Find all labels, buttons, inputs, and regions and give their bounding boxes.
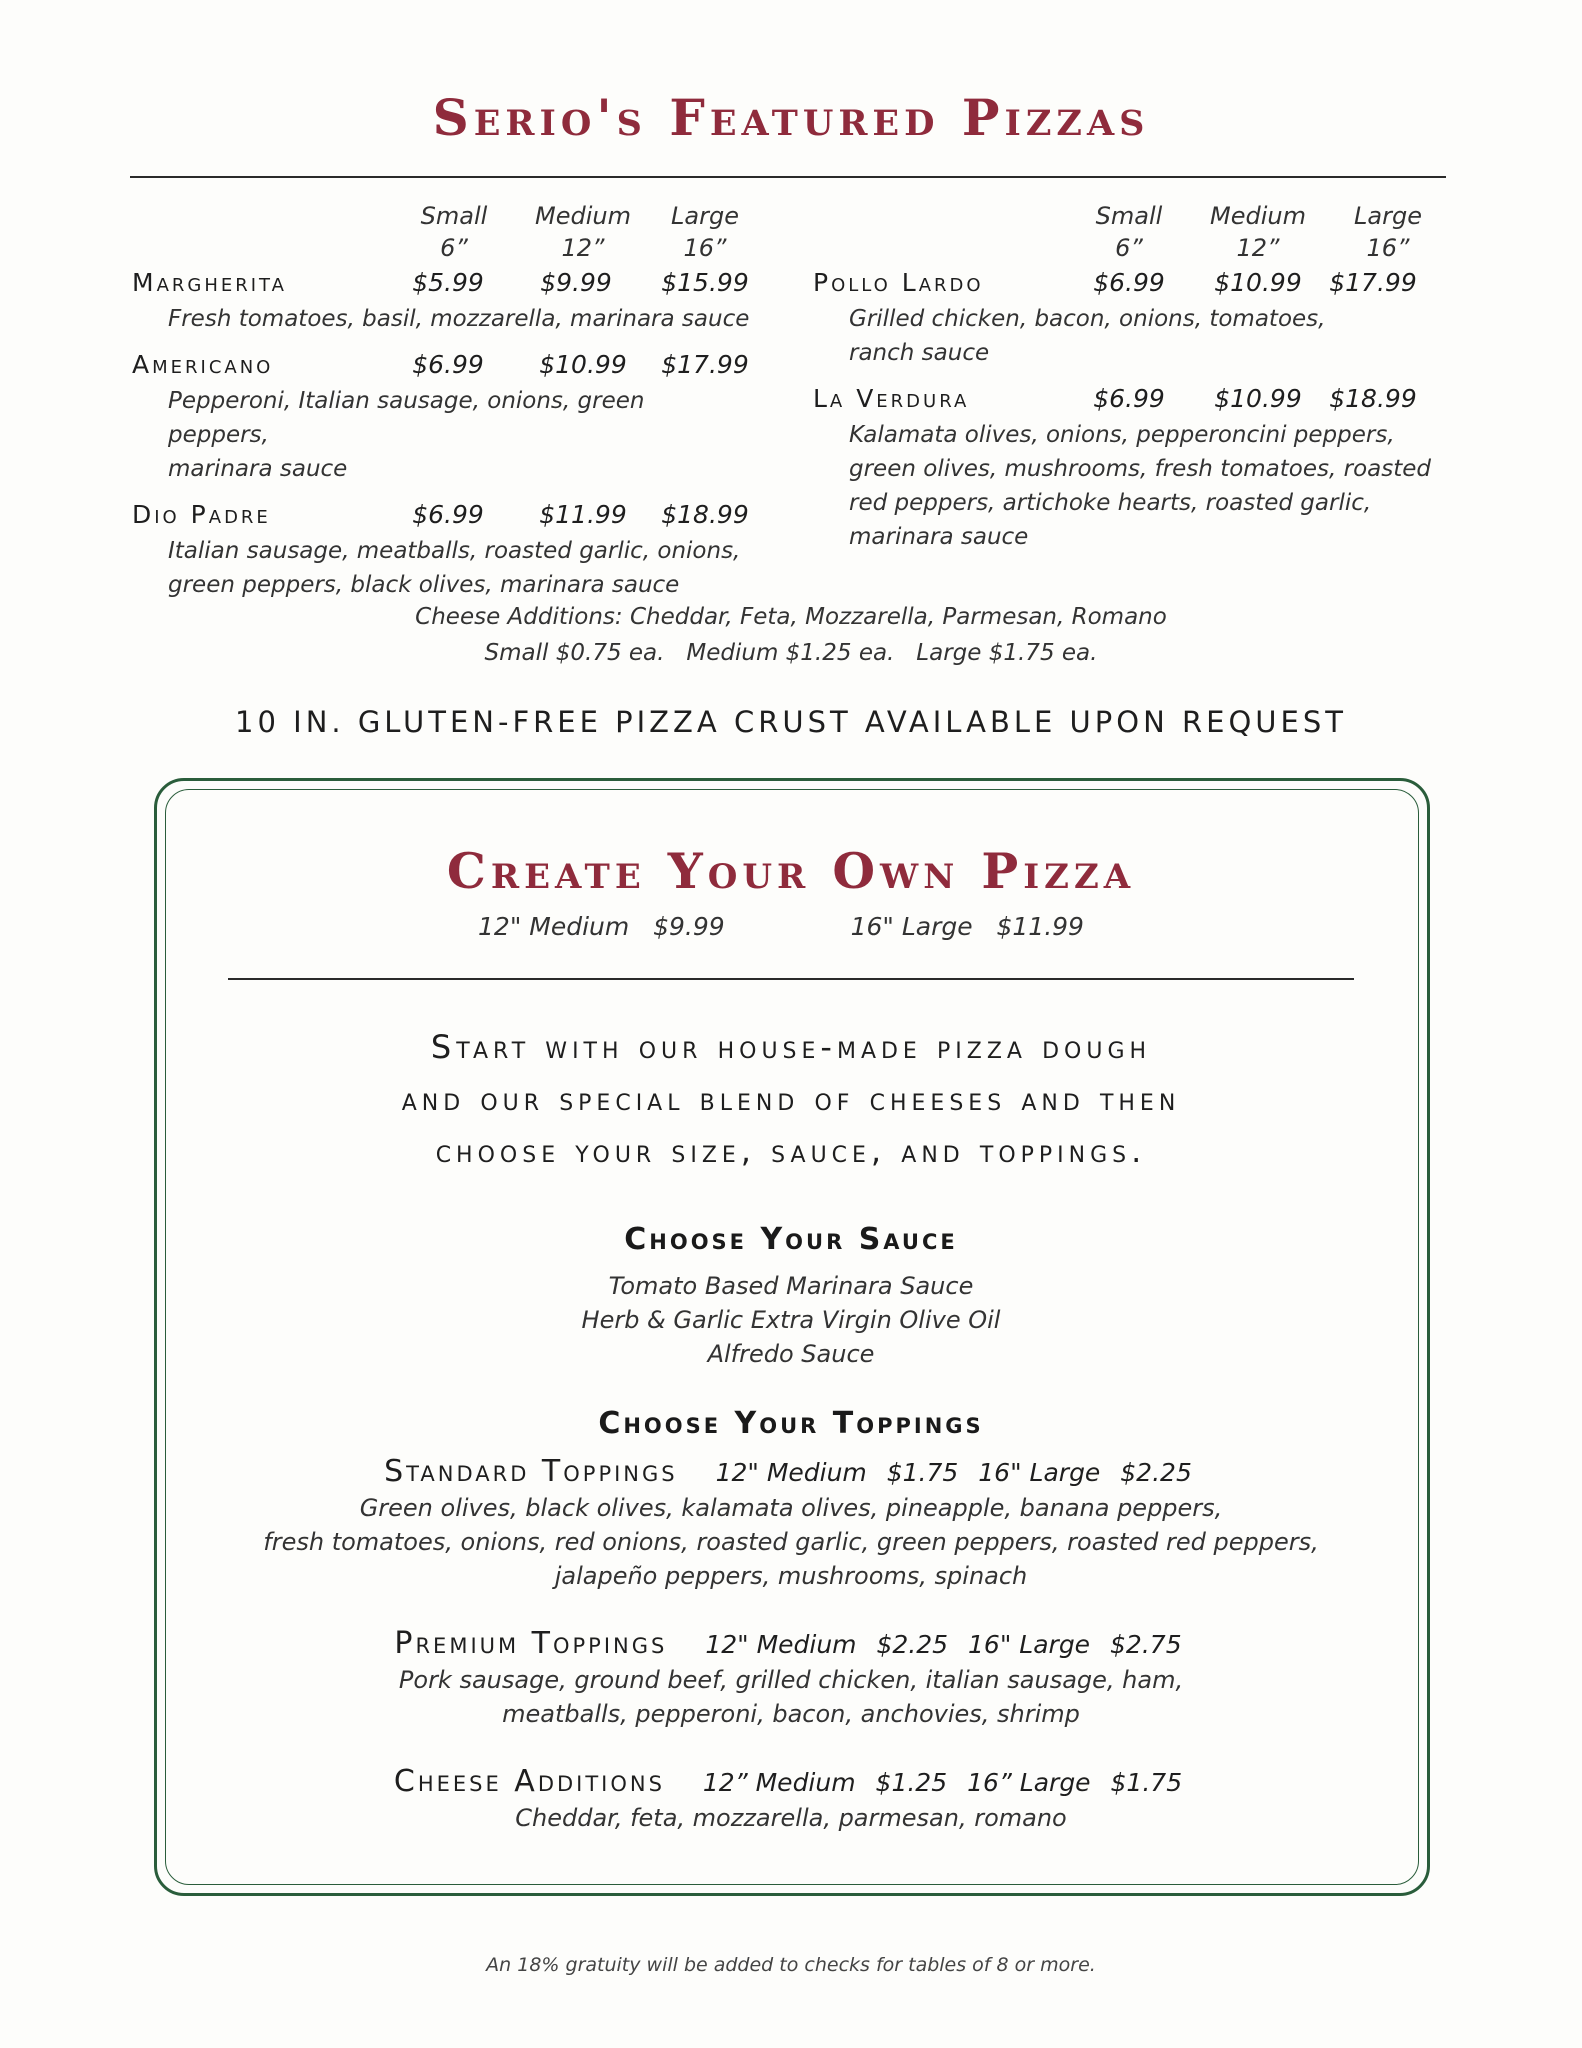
- featured-title-word: Serio's: [432, 88, 647, 147]
- pizza-name: Americano: [132, 350, 274, 379]
- pizza-item-dio-padre: [132, 498, 752, 602]
- topping-list-line: meatballs, pepperoni, bacon, anchovies, shrimp: [502, 1700, 1080, 1728]
- pizza-name: Pollo Lardo: [813, 268, 984, 297]
- create-size-prices: [0, 912, 1572, 941]
- toppings-heading: Choose Your Toppings: [598, 1406, 984, 1441]
- pizza-description: Fresh tomatoes, basil, mozzarella, marinara sauce: [168, 306, 750, 332]
- featured-title: [0, 88, 1582, 147]
- topping-list-line: Green olives, black olives, kalamata olives, pineapple, banana peppers,: [359, 1494, 1223, 1522]
- topping-medium-price: $2.25: [876, 1630, 949, 1659]
- large-size-label: 16" Large: [850, 912, 973, 941]
- create-title-rule: [228, 978, 1354, 980]
- pizza-item-la-verdura: [813, 382, 1433, 554]
- topping-large-price: $2.25: [1120, 1458, 1192, 1487]
- size-header-small: Small 6”: [420, 202, 488, 262]
- create-title: [0, 842, 1582, 900]
- pizza-description: Italian sausage, meatballs, roasted garlic, onions, green peppers, black olives, marinara sauce: [168, 538, 741, 598]
- gratuity-notice: An 18% gratuity will be added to checks for tables of 8 or more.: [486, 1954, 1096, 1976]
- price-large: $17.99: [661, 350, 749, 379]
- medium-size-price: $9.99: [653, 912, 725, 941]
- intro-line: choose your size, sauce, and toppings.: [435, 1132, 1147, 1170]
- price-large: $15.99: [661, 268, 749, 297]
- price-medium: $11.99: [539, 500, 627, 529]
- gluten-free-notice: 10 IN. GLUTEN-FREE PIZZA CRUST AVAILABLE UPON REQUEST: [235, 705, 1347, 739]
- featured-title-word: Pizzas: [961, 88, 1150, 147]
- create-title-word: Own: [832, 842, 960, 900]
- size-header-medium: Medium 12”: [1210, 202, 1306, 262]
- create-title-word: Your: [667, 842, 811, 900]
- pizza-description: Grilled chicken, bacon, onions, tomatoes, ranch sauce: [849, 306, 1326, 366]
- sauce-option: Alfredo Sauce: [707, 1340, 875, 1368]
- premium-toppings-header: [0, 1626, 1582, 1661]
- size-headers: [813, 200, 1433, 266]
- price-medium: $10.99: [1214, 384, 1302, 413]
- topping-group-name: Cheese Additions: [393, 1764, 665, 1799]
- create-title-word: Create: [446, 842, 646, 900]
- sauce-option: Herb & Garlic Extra Virgin Olive Oil: [581, 1306, 1001, 1334]
- featured-title-word: Featured: [669, 88, 940, 147]
- price-large: $18.99: [1329, 384, 1417, 413]
- create-your-own-box: [154, 778, 1430, 1896]
- pizza-item-pollo-lardo: [813, 266, 1433, 370]
- pizza-name: Dio Padre: [132, 500, 271, 529]
- price-small: $6.99: [1093, 384, 1165, 413]
- size-header-medium: Medium 12”: [535, 202, 631, 262]
- size-headers: [132, 200, 752, 266]
- topping-medium-price: $1.25: [875, 1768, 948, 1797]
- topping-list-line: Cheddar, feta, mozzarella, parmesan, romano: [515, 1804, 1067, 1832]
- topping-list-line: fresh tomatoes, onions, red onions, roasted garlic, green peppers, roasted red peppers,: [263, 1528, 1319, 1556]
- cheese-additions-list: Cheese Additions: Cheddar, Feta, Mozzarella, Parmesan, Romano: [415, 604, 1167, 630]
- pizza-name: La Verdura: [813, 384, 970, 413]
- size-header-large: Large 16”: [671, 202, 739, 262]
- topping-large-label: 16" Large: [978, 1458, 1101, 1487]
- price-small: $6.99: [412, 350, 484, 379]
- sauce-option: Tomato Based Marinara Sauce: [608, 1272, 974, 1300]
- pizza-item-margherita: [132, 266, 752, 336]
- topping-large-label: 16" Large: [968, 1630, 1091, 1659]
- pizza-description: Kalamata olives, onions, pepperoncini peppers, green olives, mushrooms, fresh tomatoes, roasted red peppers, artichoke hearts, roasted garlic, marinara sauce: [849, 422, 1431, 550]
- size-header-large: Large 16”: [1354, 202, 1422, 262]
- featured-column-right: [813, 200, 1433, 566]
- price-small: $6.99: [412, 500, 484, 529]
- featured-column-left: [132, 200, 752, 614]
- topping-list-line: Pork sausage, ground beef, grilled chicken, italian sausage, ham,: [398, 1666, 1184, 1694]
- topping-medium-price: $1.75: [886, 1458, 959, 1487]
- topping-medium-label: 12" Medium: [705, 1630, 857, 1659]
- topping-large-price: $1.75: [1110, 1768, 1183, 1797]
- price-small: $5.99: [412, 268, 484, 297]
- topping-list-line: jalapeño peppers, mushrooms, spinach: [554, 1562, 1028, 1590]
- price-small: $6.99: [1093, 268, 1165, 297]
- create-title-word: Pizza: [981, 842, 1136, 900]
- cheese-additions-prices: Small $0.75 ea. Medium $1.25 ea. Large $1.75 ea.: [484, 640, 1098, 666]
- topping-medium-label: 12” Medium: [702, 1768, 856, 1797]
- topping-medium-label: 12" Medium: [715, 1458, 867, 1487]
- topping-large-label: 16” Large: [967, 1768, 1091, 1797]
- pizza-description: Pepperoni, Italian sausage, onions, green peppers, marinara sauce: [168, 388, 645, 482]
- topping-large-price: $2.75: [1110, 1630, 1182, 1659]
- medium-size-label: 12" Medium: [478, 912, 630, 941]
- size-header-small: Small 6”: [1095, 202, 1163, 262]
- large-size-price: $11.99: [996, 912, 1084, 941]
- intro-line: Start with our house-made pizza dough: [430, 1028, 1152, 1066]
- featured-title-rule: [130, 176, 1446, 178]
- pizza-item-americano: [132, 348, 752, 486]
- topping-group-name: Standard Toppings: [384, 1454, 678, 1489]
- sauce-heading: Choose Your Sauce: [624, 1222, 958, 1257]
- price-large: $17.99: [1329, 268, 1417, 297]
- pizza-name: Margherita: [132, 268, 287, 297]
- price-medium: $10.99: [539, 350, 627, 379]
- cheese-additions-header: [0, 1764, 1582, 1799]
- topping-group-name: Premium Toppings: [394, 1626, 668, 1661]
- price-medium: $9.99: [540, 268, 612, 297]
- standard-toppings-header: [0, 1454, 1582, 1489]
- price-medium: $10.99: [1214, 268, 1302, 297]
- intro-line: and our special blend of cheeses and then: [401, 1080, 1181, 1118]
- price-large: $18.99: [661, 500, 749, 529]
